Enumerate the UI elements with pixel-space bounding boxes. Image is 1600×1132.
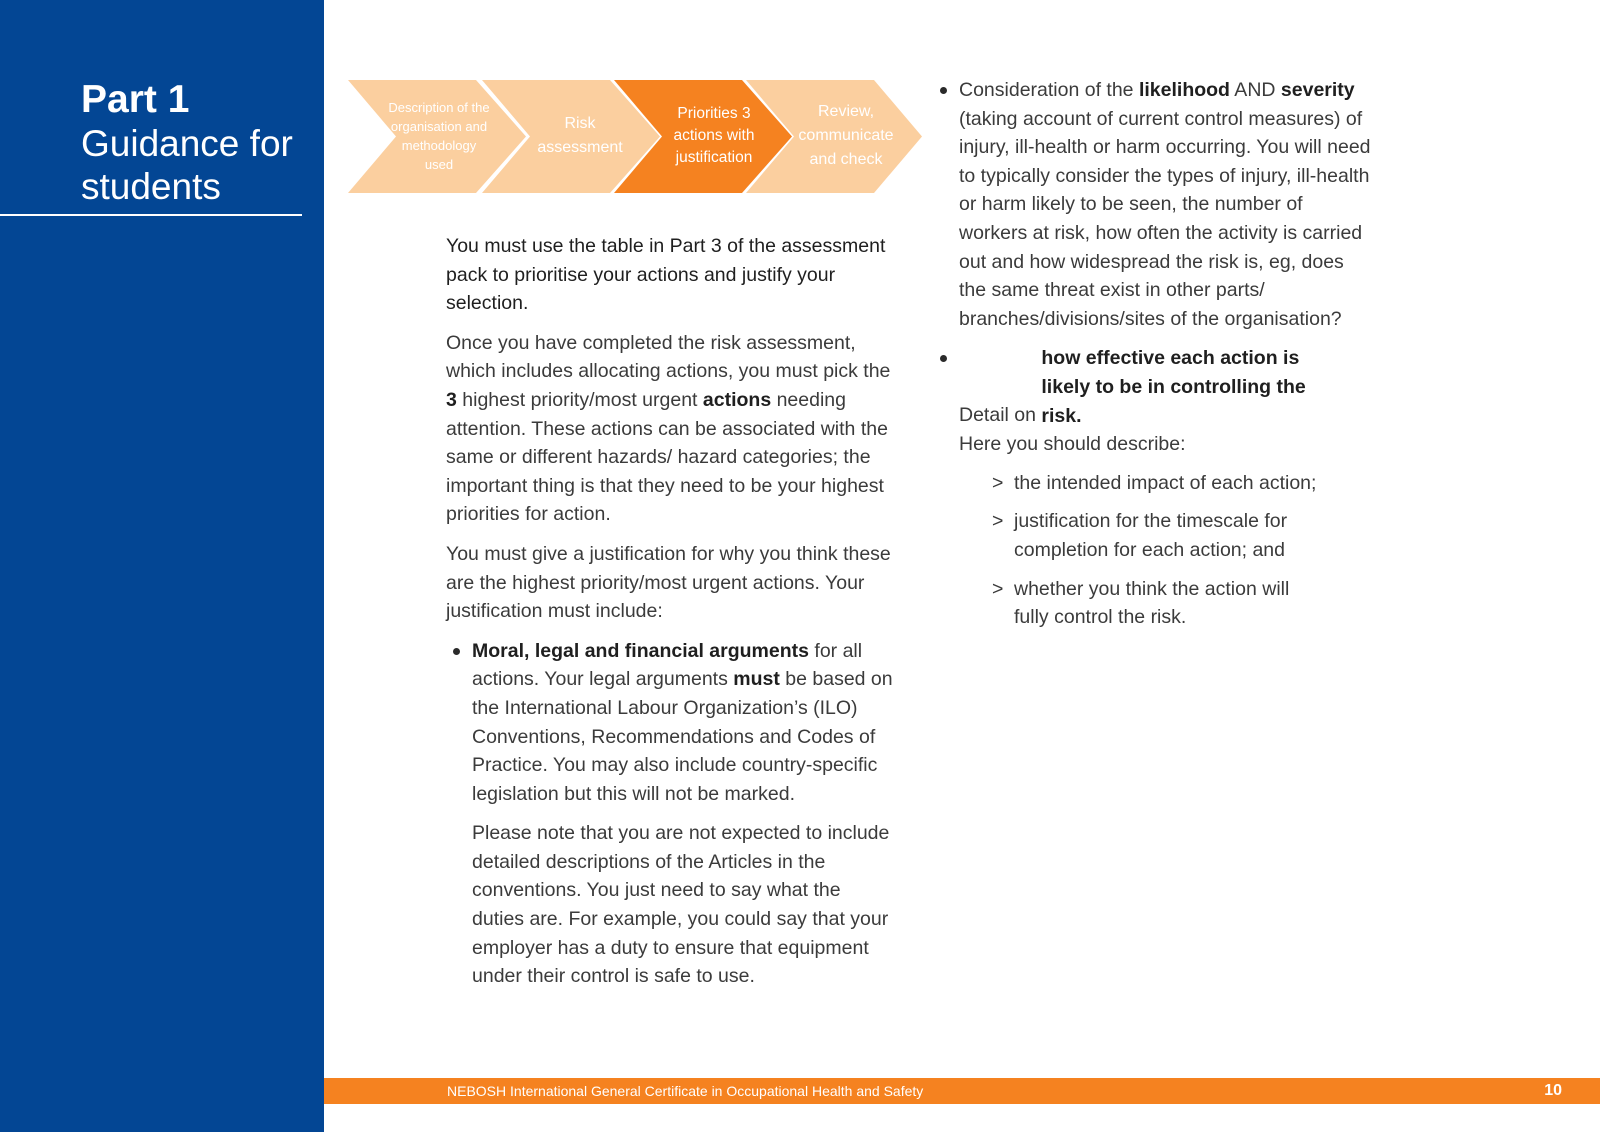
- text: Once you have completed the risk assessment, which includes allocating actions, you must pick the: [446, 331, 891, 383]
- footer-bar: [324, 1078, 1600, 1104]
- text: for all actions. Your legal arguments: [472, 639, 863, 691]
- step-label-2: Risk assessment: [537, 115, 623, 156]
- emphasis: severity: [1280, 79, 1355, 101]
- text: Consideration of the: [959, 79, 1139, 101]
- text: AND: [1229, 79, 1281, 101]
- sub-list: [933, 469, 1373, 632]
- arrow-marker: >: [992, 510, 1004, 533]
- part-label: Part 1: [81, 78, 190, 121]
- sub-item: [992, 469, 1373, 498]
- sub-item-text: whether you think the action will fully control the risk.: [1014, 577, 1290, 629]
- emphasis: how effective each action is likely to be in controlling the risk.: [1041, 347, 1306, 427]
- text: (taking account of current control measures) of injury, ill-health or harm occurring. You will need to typically consider the types of injury, ill-health or harm likely to be seen, the number of workers at risk, how often the activity is carried out and how widespread the risk is, eg, does the same threat exist in other parts/ branches/divisions/sites of the organisation?: [959, 107, 1371, 330]
- arrow-marker: >: [992, 577, 1004, 600]
- bullet-likelihood: [933, 76, 1373, 333]
- sidebar-divider: [0, 214, 302, 216]
- sub-item-text: justification for the timescale for completion for each action; and: [1014, 510, 1288, 561]
- sub-item: [992, 507, 1314, 564]
- right-column: [933, 76, 1373, 642]
- paragraph-actions: [446, 329, 896, 529]
- subtitle-line-1: Guidance for: [81, 123, 293, 164]
- intro-paragraph: You must use the table in Part 3 of the assessment pack to prioritise your actions and justify your selection.: [446, 235, 886, 315]
- text: Detail on: [959, 404, 1042, 427]
- emphasis: likelihood: [1138, 79, 1230, 101]
- emphasis: actions: [702, 388, 772, 411]
- text: Here you should describe:: [959, 433, 1186, 456]
- sub-item-text: the intended impact of each action;: [1014, 471, 1317, 494]
- subtitle-line-2: students: [81, 166, 221, 207]
- process-chevrons: [348, 80, 922, 193]
- step-label-4: Review, communicate and check: [798, 103, 894, 168]
- step-label-3: Priorities 3 actions with justification: [673, 105, 755, 166]
- bullet-arguments: [446, 637, 896, 809]
- arrow-marker: >: [992, 471, 1004, 494]
- text: needing attention. These actions can be associated with the same or different hazards/ hazard categories; the important thing is that they need to be your highest priorities for action.: [446, 388, 888, 526]
- note-paragraph: Please note that you are not expected to include detailed descriptions of the Articles in the conventions. You just need to say what the duties are. For example, you could say that your employer has a duty to ensure that equipment under their control is safe to use.: [472, 822, 890, 988]
- bullet-effectiveness: [933, 344, 1373, 458]
- step-label-1: Description of the organisation and methodology used: [388, 100, 490, 172]
- emphasis: Moral, legal and financial arguments: [472, 639, 809, 662]
- sidebar: [0, 0, 324, 1132]
- footer-text: NEBOSH International General Certificate in Occupational Health and Safety: [447, 1083, 924, 1099]
- left-column: [446, 232, 896, 1002]
- text: be based on the International Labour Organization’s (ILO) Conventions, Recommendations and Codes of Practice. You may also include country-specific legislation but this will not be marked.: [472, 668, 893, 805]
- section-title: [81, 78, 293, 208]
- page-number: 10: [1544, 1082, 1562, 1099]
- emphasis: 3: [446, 388, 457, 411]
- text: highest priority/most urgent: [456, 388, 703, 411]
- emphasis: must: [733, 668, 780, 691]
- sub-item: [992, 575, 1304, 632]
- paragraph-justification: You must give a justification for why you think these are the highest priority/most urgent actions. Your justification must include:: [446, 542, 891, 623]
